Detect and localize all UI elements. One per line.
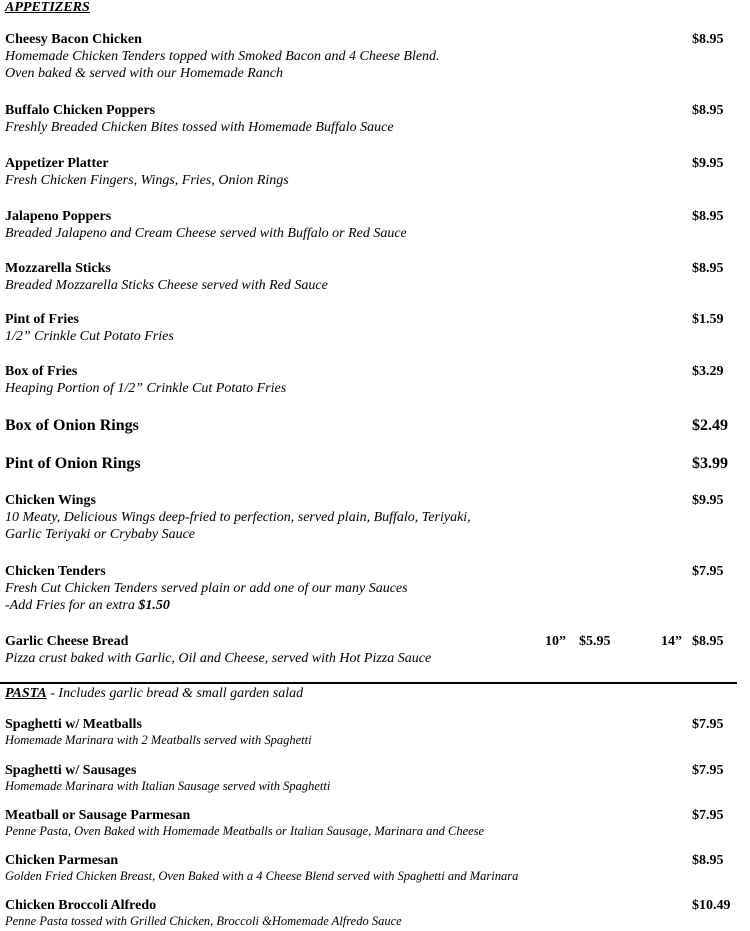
item-price: $9.95 — [692, 493, 724, 508]
menu-item — [5, 363, 735, 397]
menu-item — [5, 492, 735, 543]
item-name: Chicken Wings — [5, 493, 96, 508]
item-price: $7.95 — [692, 763, 724, 778]
item-price: $3.29 — [692, 364, 724, 379]
item-name: Garlic Cheese Bread — [5, 634, 129, 649]
item-description: Homemade Marinara with Italian Sausage served with Spaghetti — [5, 779, 331, 793]
item-description: Homemade Marinara with 2 Meatballs served with Spaghetti — [5, 733, 312, 747]
item-description: Heaping Portion of 1/2” Crinkle Cut Potato Fries — [5, 381, 287, 396]
size-price: $5.95 — [579, 634, 611, 649]
item-price: $8.95 — [692, 209, 724, 224]
item-name: Box of Onion Rings — [5, 417, 139, 434]
size-price: $8.95 — [692, 634, 724, 649]
item-price: $2.49 — [692, 417, 728, 434]
item-name: Cheesy Bacon Chicken — [5, 32, 142, 47]
item-name: Pint of Fries — [5, 312, 79, 327]
menu-item — [5, 897, 735, 929]
item-description: 1/2” Crinkle Cut Potato Fries — [5, 329, 174, 344]
item-description: Oven baked & served with our Homemade Ranch — [5, 66, 283, 81]
menu-item — [5, 311, 735, 345]
item-description: 10 Meaty, Delicious Wings deep-fried to perfection, served plain, Buffalo, Teriyaki, — [5, 510, 471, 525]
menu-item — [5, 31, 735, 82]
item-name: Appetizer Platter — [5, 156, 109, 171]
menu-item — [5, 102, 735, 136]
item-price: $8.95 — [692, 853, 724, 868]
item-name: Box of Fries — [5, 364, 78, 379]
menu-item — [5, 716, 735, 748]
item-description: Homemade Chicken Tenders topped with Smoked Bacon and 4 Cheese Blend. — [5, 49, 440, 64]
item-description: Pizza crust baked with Garlic, Oil and Cheese, served with Hot Pizza Sauce — [5, 651, 432, 666]
size-label: 10” — [545, 634, 566, 649]
item-price: $7.95 — [692, 717, 724, 732]
menu-item — [5, 260, 735, 294]
section-divider — [0, 682, 737, 684]
item-name: Chicken Broccoli Alfredo — [5, 898, 157, 913]
item-price: $1.59 — [692, 312, 724, 327]
pasta-heading: PASTA — [5, 686, 47, 701]
item-name: Pint of Onion Rings — [5, 455, 141, 472]
item-description: Penne Pasta, Oven Baked with Homemade Meatballs or Italian Sausage, Marinara and Cheese — [5, 824, 485, 838]
menu-item — [5, 155, 735, 189]
item-description — [5, 597, 735, 614]
item-name: Buffalo Chicken Poppers — [5, 103, 156, 118]
item-name: Spaghetti w/ Meatballs — [5, 717, 142, 732]
item-name: Jalapeno Poppers — [5, 209, 112, 224]
item-price: $8.95 — [692, 261, 724, 276]
item-price: $10.49 — [692, 898, 731, 913]
menu-item — [5, 454, 735, 473]
appetizers-heading: APPETIZERS — [5, 0, 90, 15]
item-price: $8.95 — [692, 103, 724, 118]
item-description: Freshly Breaded Chicken Bites tossed with Homemade Buffalo Sauce — [5, 120, 394, 135]
item-name: Chicken Parmesan — [5, 853, 119, 868]
item-description: Fresh Chicken Fingers, Wings, Fries, Onion Rings — [5, 173, 289, 188]
item-price: $7.95 — [692, 564, 724, 579]
item-description: Breaded Mozzarella Sticks Cheese served with Red Sauce — [5, 278, 328, 293]
extra-note: -Add Fries for an extra — [5, 598, 139, 613]
item-price: $8.95 — [692, 32, 724, 47]
item-description: Garlic Teriyaki or Crybaby Sauce — [5, 527, 196, 542]
item-name: Spaghetti w/ Sausages — [5, 763, 137, 778]
item-price: $7.95 — [692, 808, 724, 823]
item-name: Mozzarella Sticks — [5, 261, 111, 276]
size-label: 14” — [661, 634, 682, 649]
item-description: Penne Pasta tossed with Grilled Chicken, Broccoli &Homemade Alfredo Sauce — [5, 914, 402, 928]
pasta-heading-row — [5, 686, 303, 702]
menu-item — [5, 416, 735, 435]
item-description: Golden Fried Chicken Breast, Oven Baked with a 4 Cheese Blend served with Spaghetti and Marinara — [5, 869, 519, 883]
item-description: Breaded Jalapeno and Cream Cheese served with Buffalo or Red Sauce — [5, 226, 407, 241]
menu-item — [5, 208, 735, 242]
menu-item — [5, 852, 735, 884]
menu-item — [5, 563, 735, 614]
item-name: Meatball or Sausage Parmesan — [5, 808, 191, 823]
item-description: Fresh Cut Chicken Tenders served plain or add one of our many Sauces — [5, 581, 408, 596]
extra-price: $1.50 — [138, 598, 170, 613]
item-price: $3.99 — [692, 455, 728, 472]
menu-item — [5, 762, 735, 794]
menu-item — [5, 807, 735, 839]
menu-item — [5, 633, 735, 667]
pasta-subheading: - Includes garlic bread & small garden salad — [46, 686, 304, 701]
item-name: Chicken Tenders — [5, 564, 106, 579]
item-price: $9.95 — [692, 156, 724, 171]
